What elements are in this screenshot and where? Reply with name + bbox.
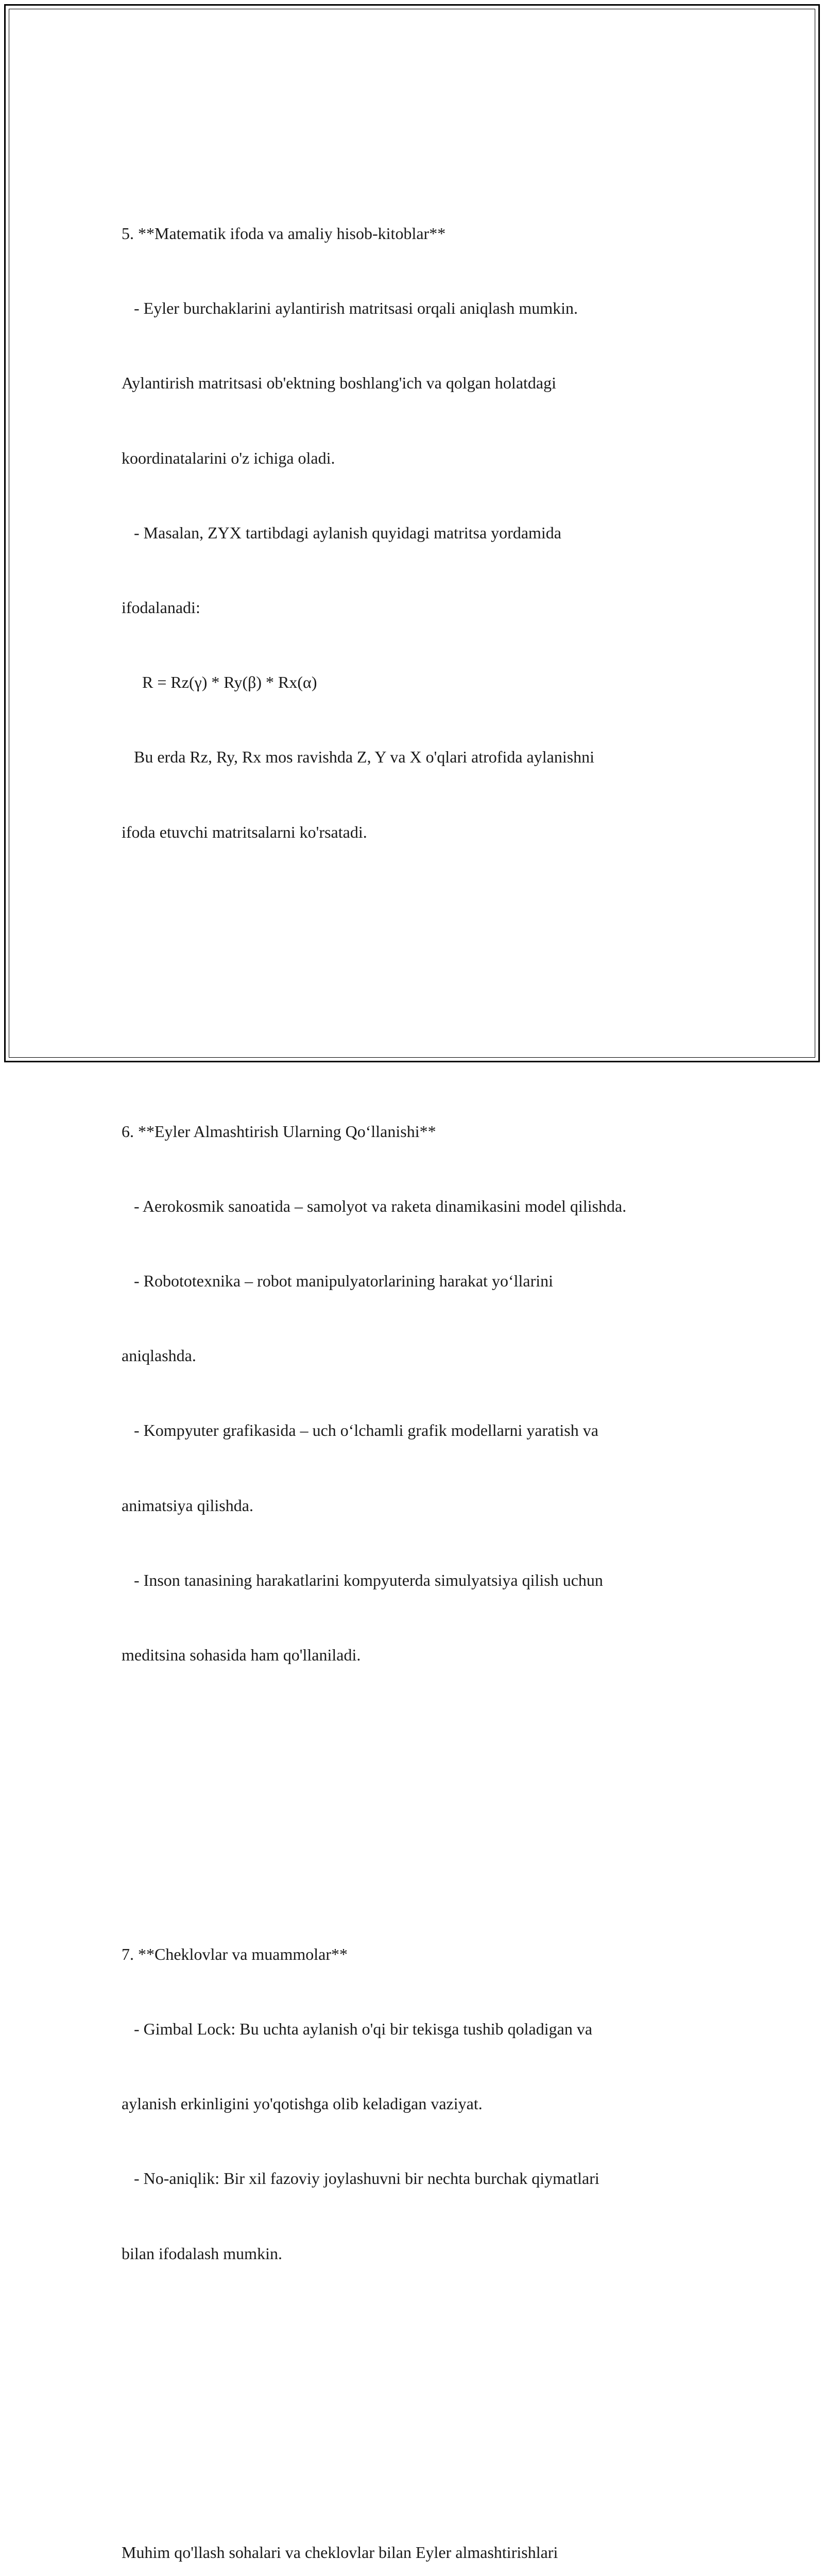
paragraph-line: - Masalan, ZYX tartibdagi aylanish quyidagi matritsa yordamida xyxy=(122,523,561,542)
paragraph-line: animatsiya qilishda. xyxy=(122,1496,253,1515)
paragraph-line: ifodalanadi: xyxy=(122,598,200,617)
section-heading: 6. **Eyler Almashtirish Ularning Qo‘llanishi** xyxy=(122,1122,436,1141)
paragraph-line: ifoda etuvchi matritsalarni ko'rsatadi. xyxy=(122,822,367,841)
section-spacer xyxy=(122,1792,729,1817)
paragraph-line: meditsina sohasida ham qo'llaniladi. xyxy=(122,1645,361,1664)
document-body xyxy=(122,96,729,2576)
paragraph-line: - Eyler burchaklarini aylantirish matritsasi orqali aniqlash mumkin. xyxy=(122,299,578,318)
paragraph-line: - Robototexnika – robot manipulyatorlarining harakat yo‘llarini xyxy=(122,1271,554,1290)
section-heading: 5. **Matematik ifoda va amaliy hisob-kitoblar** xyxy=(122,224,446,243)
paragraph-line: Aylantirish matritsasi ob'ektning boshlang'ich va qolgan holatdagi xyxy=(122,374,556,393)
section-spacer xyxy=(122,969,729,994)
paragraph-line: koordinatalarini o'z ichiga oladi. xyxy=(122,448,335,467)
paragraph-line: - No-aniqlik: Bir xil fazoviy joylashuvni bir nechta burchak qiymatlari xyxy=(122,2169,599,2188)
paragraph-line: Muhim qo'llash sohalari va cheklovlar bilan Eyler almashtirishlari xyxy=(122,2543,558,2562)
paragraph-line: - Kompyuter grafikasida – uch o‘lchamli grafik modellarni yaratish va xyxy=(122,1421,598,1440)
formula-line: R = Rz(γ) * Ry(β) * Rx(α) xyxy=(122,673,317,692)
paragraph-line: - Aerokosmik sanoatida – samolyot va raketa dinamikasini model qilishda. xyxy=(122,1196,627,1215)
section-heading: 7. **Cheklovlar va muammolar** xyxy=(122,1944,348,1963)
paragraph-line: aniqlashda. xyxy=(122,1346,196,1365)
paragraph-line: aylanish erkinligini yo'qotishga olib keladigan vaziyat. xyxy=(122,2094,483,2113)
section-conclusion xyxy=(122,2490,729,2576)
paragraph-line: bilan ifodalash mumkin. xyxy=(122,2244,282,2263)
paragraph-line: - Inson tanasining harakatlarini kompyuterda simulyatsiya qilish uchun xyxy=(122,1570,603,1589)
paragraph-line: Bu erda Rz, Ry, Rx mos ravishda Z, Y va X o'qlari atrofida aylanishni xyxy=(122,748,595,767)
section-mathematical-expression xyxy=(122,171,729,894)
paragraph-line: - Gimbal Lock: Bu uchta aylanish o'qi bir tekisga tushib qoladigan va xyxy=(122,2019,593,2038)
section-limitations xyxy=(122,1892,729,2316)
section-applications xyxy=(122,1069,729,1717)
section-spacer xyxy=(122,2391,729,2415)
